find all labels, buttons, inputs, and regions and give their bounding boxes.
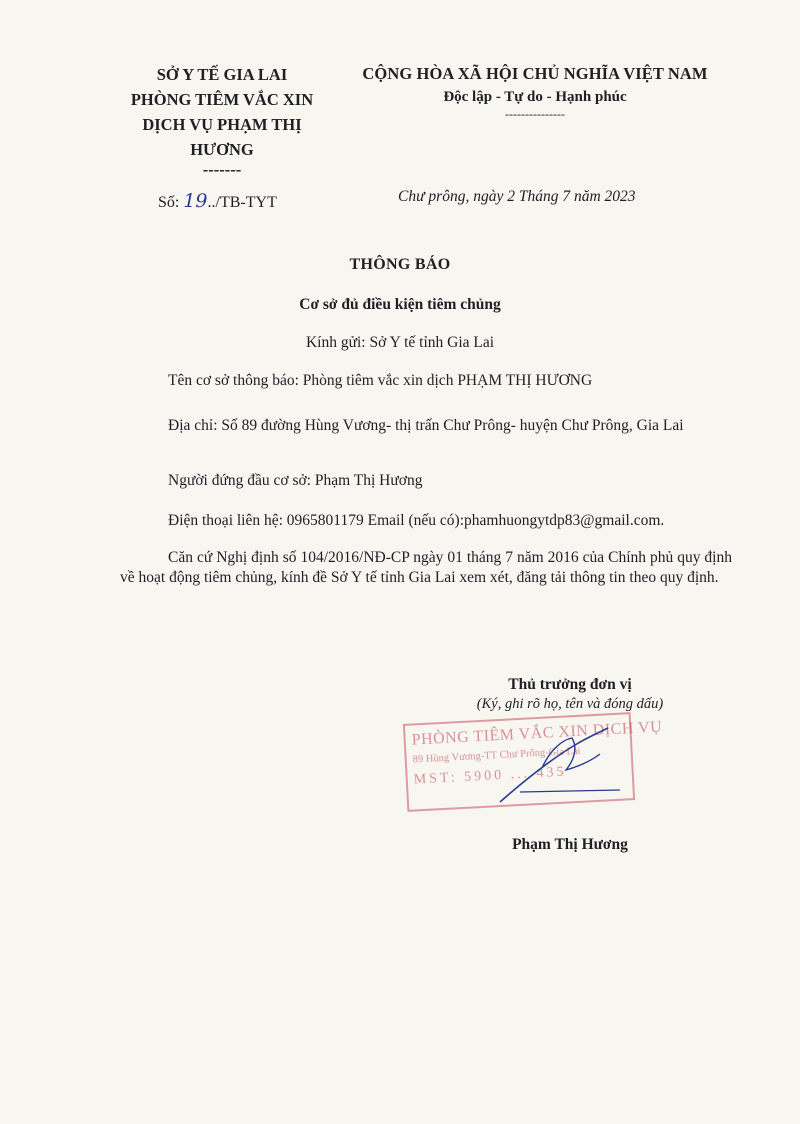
address-line: Địa chỉ: Số 89 đường Hùng Vương- thị trấn Chư Prông- huyện Chư Prông, Gia Lai xyxy=(168,417,684,434)
document-subtitle: Cơ sở đủ điều kiện tiêm chủng xyxy=(299,296,501,313)
signature-instruction: (Ký, ghi rõ họ, tên và đóng dấu) xyxy=(476,696,664,712)
org-line-2: PHÒNG TIÊM VẮC XIN xyxy=(130,90,314,109)
org-line-1: SỞ Y TẾ GIA LAI xyxy=(156,65,288,84)
facility-name-line: Tên cơ sở thông báo: Phòng tiêm vắc xin dịch PHẠM THỊ HƯƠNG xyxy=(168,372,593,389)
issuing-organization xyxy=(112,62,332,179)
org-line-4: HƯƠNG xyxy=(190,140,254,159)
legal-basis-paragraph: Căn cứ Nghị định số 104/2016/NĐ-CP ngày 01 tháng 7 năm 2016 của Chính phủ quy định về hoạt động tiêm chủng, kính đề Sở Y tế tỉnh Gia Lai xem xét, đăng tải thông tin theo quy định. xyxy=(120,549,732,586)
doc-number-handwritten: 19 xyxy=(183,190,208,212)
handwritten-signature xyxy=(480,720,630,810)
doc-number-suffix: ../TB-TYT xyxy=(207,194,277,211)
motto-divider: --------------- xyxy=(505,107,565,121)
national-motto: Độc lập - Tự do - Hạnh phúc xyxy=(443,89,627,105)
doc-number-prefix: Số: xyxy=(158,194,184,211)
nation-name: CỘNG HÒA XÃ HỘI CHỦ NGHĨA VIỆT NAM xyxy=(362,64,708,83)
national-header xyxy=(350,62,720,120)
signatory-title: Thủ trưởng đơn vị xyxy=(508,676,632,693)
facility-head-line: Người đứng đầu cơ sở: Phạm Thị Hương xyxy=(168,472,423,489)
place-date: Chư prông, ngày 2 Tháng 7 năm 2023 xyxy=(398,188,636,205)
signatory-name: Phạm Thị Hương xyxy=(512,836,628,853)
document-title: THÔNG BÁO xyxy=(349,256,451,273)
org-divider: ------- xyxy=(202,160,242,179)
document-number xyxy=(158,190,277,212)
stamp-line-1: PHÒNG TIÊM VẮC XIN DỊCH VỤ xyxy=(411,718,663,749)
stamp-line-3: MST: 5900 ... 435 xyxy=(413,764,567,788)
stamp-line-2: 89 Hùng Vương-TT Chư Prông-Gia Lai xyxy=(412,745,581,766)
org-line-3: DỊCH VỤ PHẠM THỊ xyxy=(142,115,302,134)
recipient-line: Kính gửi: Sở Y tế tỉnh Gia Lai xyxy=(305,334,495,351)
contact-line: Điện thoại liên hệ: 0965801179 Email (nếu có):phamhuongytdp83@gmail.com. xyxy=(168,512,665,529)
